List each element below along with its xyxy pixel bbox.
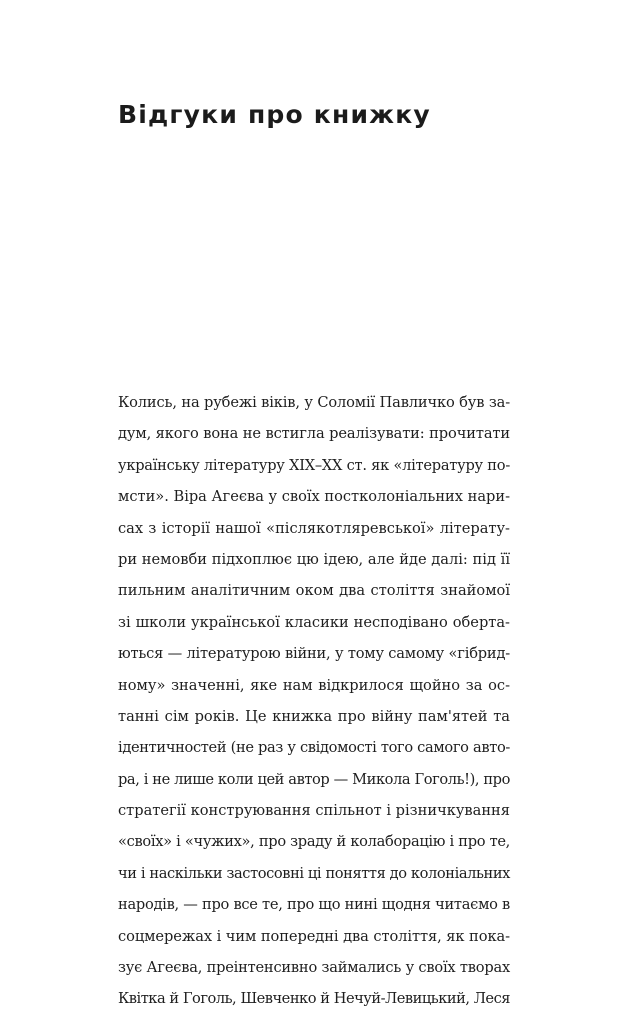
text-line: стратегії конструювання спільнот і різничкування — [118, 802, 510, 820]
text-line: зі школи української класики несподівано оберта- — [118, 613, 510, 631]
page-title: Відгуки про книжку — [118, 100, 431, 129]
text-line: ри немовби підхоплює цю ідею, але йде далі: під її — [118, 550, 510, 568]
text-line: соцмережах і чим попередні два століття, як пока- — [118, 927, 510, 945]
text-line: сах з історії нашої «післякотляревської» літерату- — [118, 519, 510, 537]
text-line: зує Агеєва, преінтенсивно займались у своїх творах — [118, 959, 510, 977]
text-line: дум, якого вона не встигла реалізувати: прочитати — [118, 425, 510, 443]
text-line: мсти». Віра Агеєва у своїх постколоніальних нари- — [118, 488, 511, 506]
text-line: народів, — про все те, про що нині щодня читаємо в — [118, 896, 510, 914]
text-line: ра, і не лише коли цей автор — Микола Гоголь!), про — [118, 770, 510, 788]
text-line: Колись, на рубежі віків, у Соломії Павличко був за- — [118, 394, 510, 411]
review-paragraph — [118, 387, 510, 1015]
text-line: чи і наскільки застосовні ці поняття до колоніальних — [118, 864, 510, 882]
text-line: ідентичностей (не раз у свідомості того самого авто- — [118, 739, 510, 757]
text-line: пильним аналітичним оком два століття знайомої — [118, 582, 510, 600]
text-line: українську літературу ХІХ–ХХ ст. як «літературу по- — [118, 456, 510, 474]
text-line: Квітка й Гоголь, Шевченко й Нечуй-Левицький, Леся — [118, 990, 510, 1008]
text-line: ються — літературою війни, у тому самому «гібрид- — [118, 645, 510, 663]
text-line: ному» значенні, яке нам відкрилося щойно за ос- — [118, 676, 510, 694]
text-line: танні сім років. Це книжка про війну пам'ятей та — [118, 707, 510, 725]
text-line: «своїх» і «чужих», про зраду й колаборацію і про те, — [118, 833, 510, 851]
